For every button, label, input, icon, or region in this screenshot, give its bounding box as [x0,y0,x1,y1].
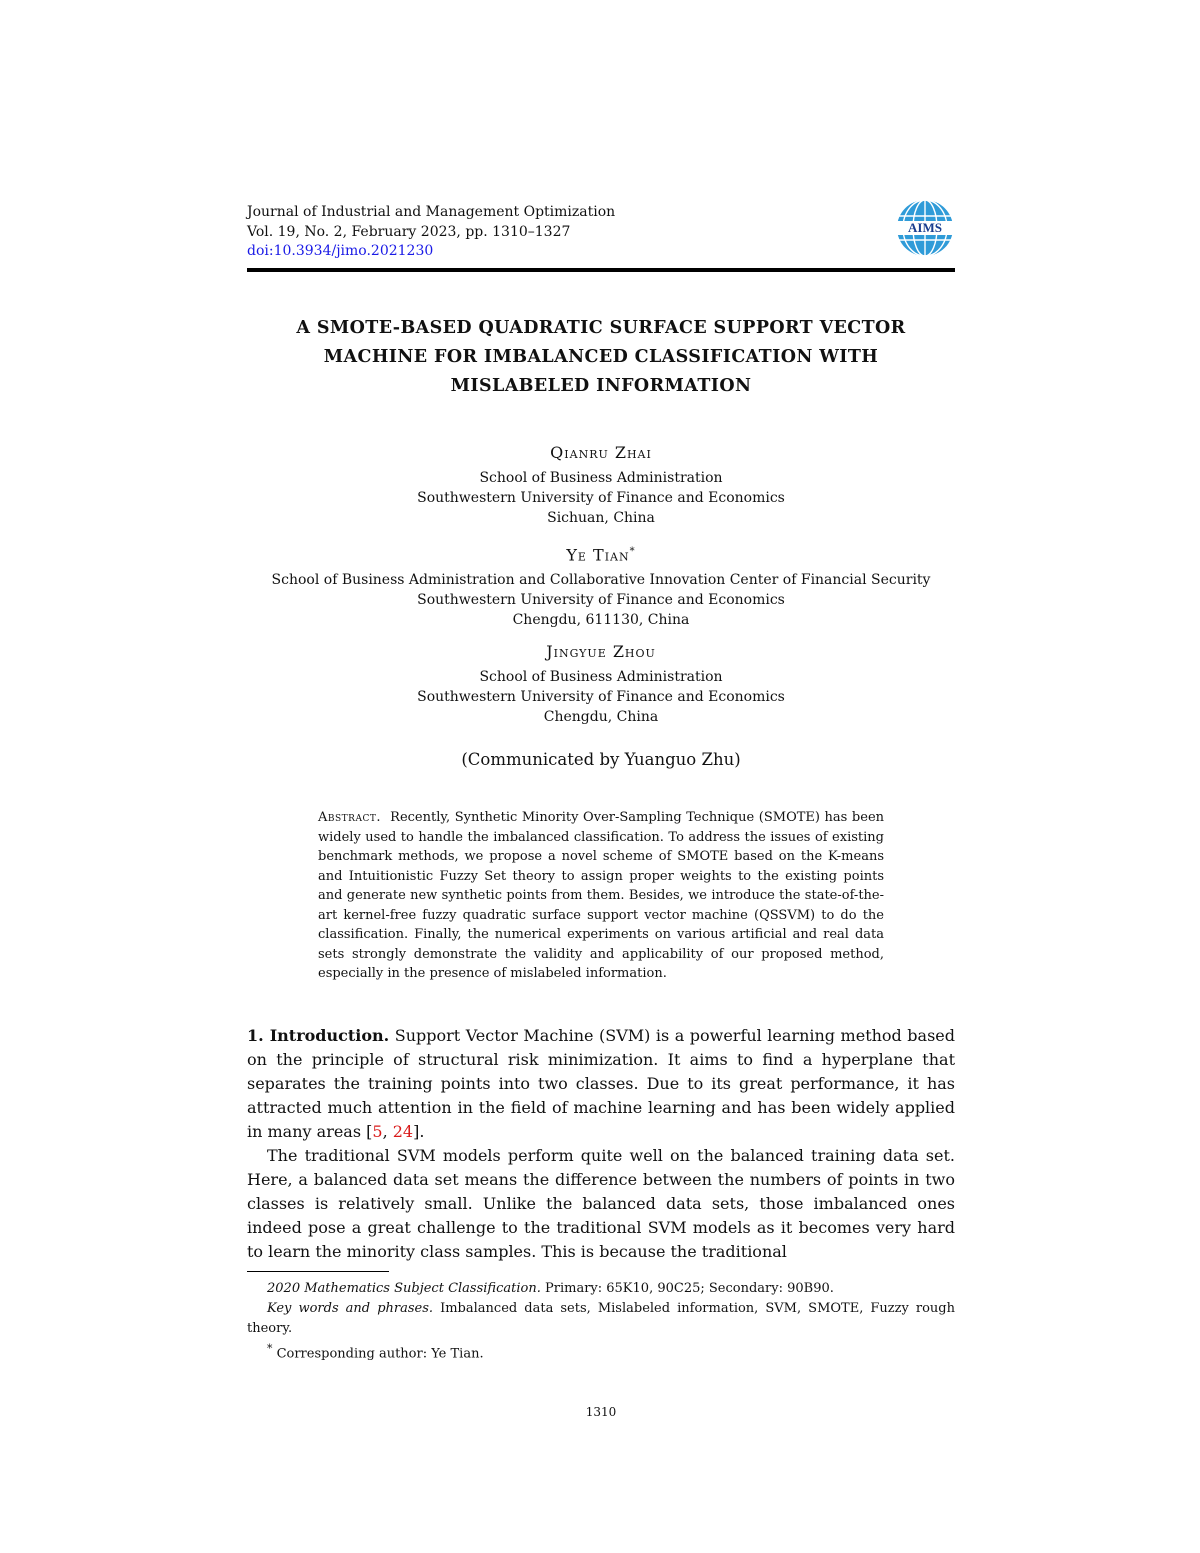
page-number: 1310 [585,1405,617,1419]
author-name: Qianru Zhai [550,443,652,462]
citation-link[interactable]: 5 [372,1122,383,1141]
section-heading: 1. Introduction. [247,1026,390,1045]
affiliation-line: School of Business Administration and Collaborative Innovation Center of Financial Security [271,572,931,589]
footnotes [247,1279,955,1364]
affiliation-line: School of Business Administration [479,470,723,486]
footnote-corresponding: * Corresponding author: Ye Tian. [267,1342,484,1362]
affiliation-line: Southwestern University of Finance and Economics [417,490,785,506]
title-line: MISLABELED INFORMATION [450,376,752,396]
citation-link[interactable]: 24 [392,1122,414,1141]
affiliation-line: Chengdu, 611130, China [512,612,690,629]
footnote-msc: 2020 Mathematics Subject Classification. Primary: 65K10, 90C25; Secondary: 90B90. [267,1281,834,1296]
abstract [318,808,884,984]
footnote-keywords: Key words and phrases. Imbalanced data sets, Mislabeled information, SVM, SMOTE, Fuzzy rough theory. [247,1301,955,1336]
abstract-text: Recently, Synthetic Minority Over-Sampling Technique (SMOTE) has been widely used to handle the imbalanced classification. To address the issues of existing benchmark methods, we propose a novel scheme of SMOTE based on the K-means and Intuitionistic Fuzzy Set theory to assign proper weights to the existing points and generate new synthetic points from them. Besides, we introduce the state-of-the-art kernel-free fuzzy quadratic surface support vector machine (QSSVM) to do the classification. Finally, the numerical experiments on various artificial and real data sets strongly demonstrate the validity and applicability of our proposed method, especially in the presence of mislabeled information. [318,810,885,981]
author-block-3 [247,641,955,727]
abstract-label: Abstract. [318,810,381,825]
volume-line: Vol. 19, No. 2, February 2023, pp. 1310–1327 [247,223,571,240]
author-block-2 [247,541,955,630]
affiliation-line: Sichuan, China [547,510,655,526]
logo-text: AIMS [908,220,942,235]
aims-logo [895,198,955,258]
affiliation-line: Southwestern University of Finance and Economics [417,592,785,609]
author-name: Ye Tian* [566,545,636,565]
journal-name: Journal of Industrial and Management Optimization [247,204,616,220]
intro-paragraph-2: The traditional SVM models perform quite well on the balanced training data set. Here, a balanced data set means the difference between the numbers of points in two classes is relatively small. Unlike the balanced data sets, those imbalanced ones indeed pose a great challenge to the traditional SVM models as it becomes very hard to learn the minority class samples. This is because the traditional [247,1146,955,1261]
introduction-section [247,1024,955,1264]
affiliation-line: School of Business Administration [479,669,723,685]
affiliation-line: Chengdu, China [543,709,659,725]
author-block-1 [247,442,955,528]
communicated-by: (Communicated by Yuanguo Zhu) [461,750,741,769]
title-line: MACHINE FOR IMBALANCED CLASSIFICATION WITH [323,347,879,367]
header-rule [247,268,955,272]
author-name: Jingyue Zhou [546,642,656,661]
doi-link[interactable]: doi:10.3934/jimo.2021230 [247,243,434,259]
footnote-rule [247,1271,389,1272]
intro-paragraph-1: 1. Introduction. Support Vector Machine (SVM) is a powerful learning method based on the principle of structural risk minimization. It aims to find a hyperplane that separates the training points into two classes. Due to its great performance, it has attracted much attention in the field of machine learning and has been widely applied in many areas [5, 24]. [247,1026,956,1141]
affiliation-line: Southwestern University of Finance and Economics [417,689,785,705]
paper-title [247,314,955,401]
corresponding-mark: * [629,546,636,557]
journal-header [247,203,615,262]
title-line: A SMOTE-BASED QUADRATIC SURFACE SUPPORT VECTOR [296,318,906,338]
